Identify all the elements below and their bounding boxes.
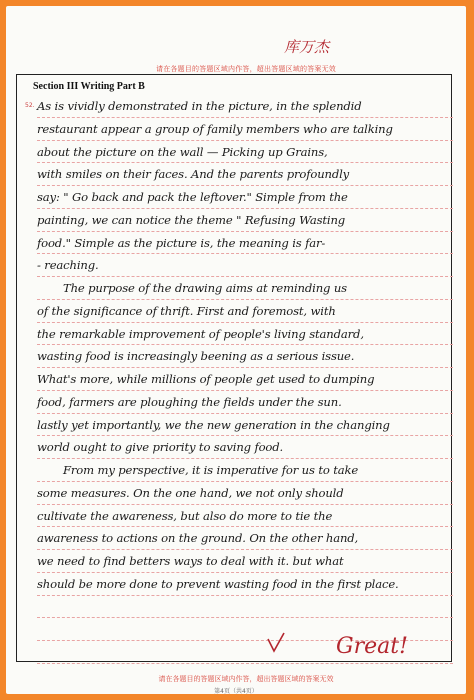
essay-line: The purpose of the drawing aims at reminding us: [37, 277, 453, 300]
grade-comment: Great!: [336, 634, 408, 659]
essay-line: What's more, while millions of people get used to dumping: [37, 368, 453, 391]
essay-line: From my perspective, it is imperative for us to take: [37, 459, 453, 482]
section-title: Section III Writing Part B: [33, 81, 145, 92]
essay-line: food, farmers are ploughing the fields under the sun.: [37, 391, 453, 414]
essay-line: with smiles on their faces. And the parents profoundly: [37, 163, 453, 186]
essay-line: should be more done to prevent wasting food in the first place.: [37, 573, 453, 596]
essay-line: food." Simple as the picture is, the meaning is far-: [37, 232, 453, 255]
check-mark-icon: [264, 631, 288, 655]
essay-line: lastly yet importantly, we the new generation in the changing: [37, 414, 453, 437]
essay-line: awareness to actions on the ground. On the other hand,: [37, 527, 453, 550]
handwritten-name: 库万杰: [284, 38, 330, 56]
essay-line: As is vividly demonstrated in the picture, in the splendid: [37, 95, 453, 118]
top-instruction: 请在各题目的答题区域内作答，超出答题区域的答案无效: [156, 65, 336, 73]
essay-line: say: " Go back and pack the leftover." Simple from the: [37, 186, 453, 209]
essay-line: [37, 596, 453, 619]
answer-sheet: [6, 6, 466, 694]
essay-line: of the significance of thrift. First and foremost, with: [37, 300, 453, 323]
essay-line: about the picture on the wall — Picking up Grains,: [37, 141, 453, 164]
essay-line: the remarkable improvement of people's living standard,: [37, 323, 453, 346]
question-number: 52.: [25, 102, 35, 109]
essay-line: restaurant appear a group of family members who are talking: [37, 118, 453, 141]
essay-line: painting, we can notice the theme " Refusing Wasting: [37, 209, 453, 232]
page-number: 第4页（共4页）: [214, 688, 258, 694]
essay-line: we need to find betters ways to deal with it. but what: [37, 550, 453, 573]
essay-line: - reaching.: [37, 254, 453, 277]
answer-box: [16, 74, 452, 662]
essay-line: world ought to give priority to saving food.: [37, 436, 453, 459]
essay-lines: [37, 95, 453, 664]
essay-line: some measures. On the one hand, we not only should: [37, 482, 453, 505]
footer-instruction: 请在各题目的答题区域内作答，超出答题区域的答案无效: [158, 675, 334, 683]
essay-line: cultivate the awareness, but also do more to tie the: [37, 505, 453, 528]
essay-line: wasting food is increasingly beening as a serious issue.: [37, 345, 453, 368]
